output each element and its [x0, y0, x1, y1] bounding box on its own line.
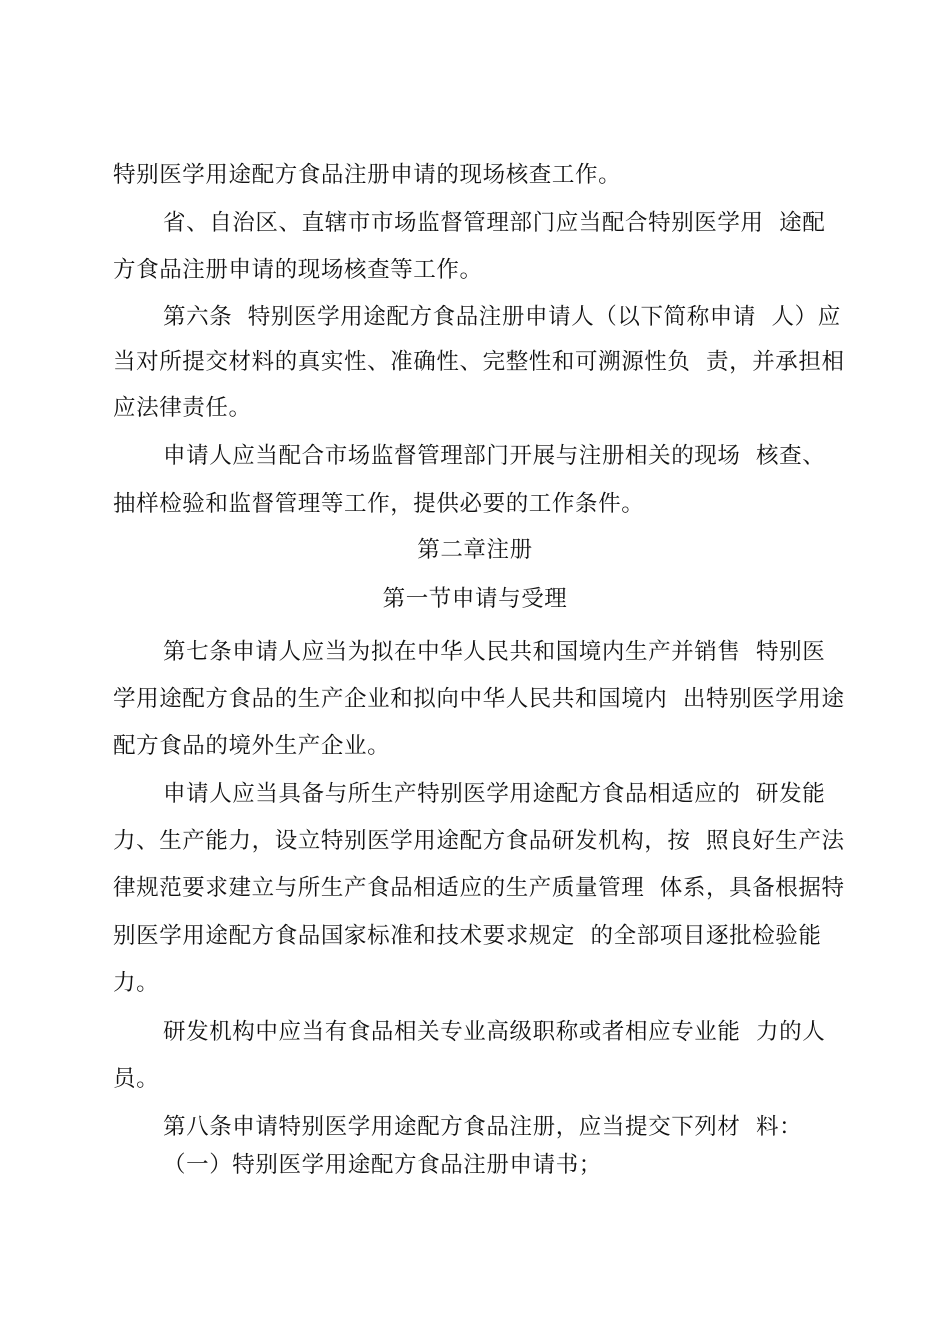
text-line: 第七条申请人应当为拟在中华人民共和国境内生产并销售 特别医 — [163, 639, 826, 665]
text-line: 申请人应当具备与所生产特别医学用途配方食品相适应的 研发能 — [163, 781, 826, 807]
text-line: 学用途配方食品的生产企业和拟向中华人民共和国境内 出特别医学用途 — [113, 686, 845, 712]
text-line: 当对所提交材料的真实性、准确性、完整性和可溯源性负 责，并承担相 — [113, 349, 845, 375]
text-line: 力。 — [113, 970, 160, 996]
text-line: 配方食品的境外生产企业。 — [113, 733, 391, 759]
text-line: 力、生产能力，设立特别医学用途配方食品研发机构，按 照良好生产法 — [113, 828, 845, 854]
text-line: 抽样检验和监督管理等工作，提供必要的工作条件。 — [113, 491, 645, 517]
text-line: 别医学用途配方食品国家标准和技术要求规定 的全部项目逐批检验能 — [113, 923, 822, 949]
text-line: 申请人应当配合市场监督管理部门开展与注册相关的现场 核查、 — [163, 443, 826, 469]
text-line: 特别医学用途配方食品注册申请的现场核查工作。 — [113, 162, 622, 188]
text-line: 省、自治区、直辖市市场监督管理部门应当配合特别医学用 途配 — [163, 210, 826, 236]
text-line: （一）特别医学用途配方食品注册申请书； — [163, 1152, 602, 1178]
text-line: 研发机构中应当有食品相关专业高级职称或者相应专业能 力的人 — [163, 1019, 826, 1045]
section-heading: 第一节申请与受理 — [382, 586, 568, 612]
text-line: 律规范要求建立与所生产食品相适应的生产质量管理 体系，具备根据特 — [113, 875, 845, 901]
text-line: 第六条 特别医学用途配方食品注册申请人（以下简称申请 人）应 — [163, 304, 841, 330]
chapter-heading: 第二章注册 — [417, 537, 533, 563]
text-line: 员。 — [113, 1066, 160, 1092]
text-line: 方食品注册申请的现场核查等工作。 — [113, 257, 483, 283]
text-line: 应法律责任。 — [113, 395, 252, 421]
text-line: 第八条申请特别医学用途配方食品注册，应当提交下列材 料： — [163, 1114, 803, 1140]
